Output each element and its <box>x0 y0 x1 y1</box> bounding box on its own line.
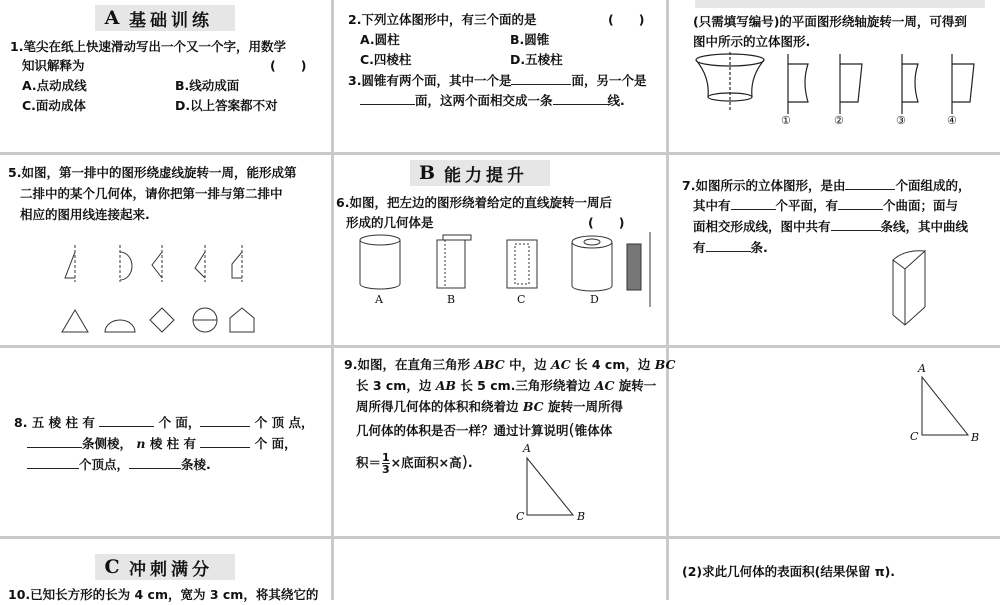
q6-label-d: D <box>590 293 599 306</box>
section-title: 冲刺满分 <box>129 559 213 580</box>
q6-line1: 6.如图，把左边的图形绕着给定的直线旋转一周后 <box>336 195 612 210</box>
q8-line3: 个顶点， 条棱. <box>27 454 211 475</box>
q4-line1: (只需填写编号)的平面图形绕轴旋转一周，可得到 <box>693 14 967 29</box>
q7-blank-2[interactable] <box>731 195 776 210</box>
section-letter: A <box>104 7 120 29</box>
q8-blank-3[interactable] <box>27 433 82 448</box>
q10-stem: 10.已知长方形的长为 4 cm，宽为 3 cm，将其绕它的 <box>8 587 319 602</box>
q10-part2: (2)求此几何体的表面积(结果保留 π). <box>682 564 896 579</box>
q6-figure <box>355 232 665 312</box>
q4-label-4: ④ <box>947 114 957 127</box>
q1-option-c: C.面动成体 <box>22 98 86 113</box>
q6-label-b: B <box>447 293 456 306</box>
q1-answer-paren[interactable]: ( ) <box>270 58 307 73</box>
q6-label-c: C <box>517 293 526 306</box>
q9-line1: 9.如图，在直角三角形 ABC 中，边 AC 长 4 cm，边 BC <box>344 357 676 372</box>
q3-blank-2[interactable] <box>360 90 415 105</box>
q7-blank-5[interactable] <box>706 237 751 252</box>
q1-option-d: D.以上答案都不对 <box>175 98 278 113</box>
q7-blank-4[interactable] <box>831 216 881 231</box>
q1-option-a: A.点动成线 <box>22 78 87 93</box>
q9-triangle <box>525 455 585 520</box>
q6-answer-paren[interactable]: ( ) <box>588 215 625 230</box>
row-divider <box>0 536 1000 539</box>
q6-label-a: A <box>375 293 383 306</box>
q4-cutoff-band <box>695 0 985 8</box>
row-divider <box>0 345 1000 348</box>
q3-blank-1[interactable] <box>511 70 571 85</box>
section-a-header <box>95 5 235 31</box>
q1-stem-cont: 知识解释为 <box>22 58 85 73</box>
q5-line1: 5.如图，第一排中的图形绕虚线旋转一周，能形成第 <box>8 165 297 180</box>
section-c-header <box>95 554 235 580</box>
q4-label-1: ① <box>781 114 791 127</box>
q9b-vertex-b: B <box>971 431 980 444</box>
q7-figure <box>885 245 935 330</box>
q7-line3: 面相交形成线，图中共有 条线，其中曲线 <box>693 216 968 237</box>
q9b-vertex-a: A <box>918 362 926 375</box>
q5-figure <box>50 240 280 340</box>
q6-line2: 形成的几何体是 <box>346 215 434 230</box>
q5-line2: 二排中的某个几何体，请你把第一排与第二排中 <box>20 186 283 201</box>
section-title: 能力提升 <box>444 165 528 186</box>
q8-blank-1[interactable] <box>99 412 154 427</box>
column-divider <box>331 0 334 600</box>
q3-blank-3[interactable] <box>553 90 608 105</box>
q7-line1: 7.如图所示的立体图形，是由 个面组成的， <box>682 175 970 196</box>
q8-line2: 条侧棱， n 棱 柱 有 个 面， <box>27 433 297 454</box>
q7-line4: 有 条. <box>693 237 768 258</box>
q9-line4: 几何体的体积是否一样？通过计算说明(锥体体 <box>356 420 613 439</box>
q4-label-3: ③ <box>896 114 906 127</box>
q2-option-b: B.圆锥 <box>510 32 550 47</box>
q7-blank-1[interactable] <box>845 175 895 190</box>
q2-stem: 2.下列立体图形中，有三个面的是 <box>348 12 537 27</box>
q8-blank-2[interactable] <box>200 412 250 427</box>
q4-line2: 图中所示的立体图形. <box>693 34 811 49</box>
q5-line3: 相应的图用线连接起来. <box>20 207 150 222</box>
q9b-vertex-c: C <box>910 430 919 443</box>
q9-vertex-b: B <box>577 510 586 523</box>
q7-line2: 其中有 个平面，有 个曲面；面与 <box>693 195 958 216</box>
q9-vertex-a: A <box>523 442 531 455</box>
q9-line2: 长 3 cm，边 AB 长 5 cm.三角形绕着边 AC 旋转一 <box>356 378 657 393</box>
q8-blank-5[interactable] <box>27 454 79 469</box>
q3-line2: 面，这两个面相交成一条 线. <box>360 90 625 111</box>
column-divider <box>666 0 669 600</box>
q9-line3: 周所得几何体的体积和绕着边 BC 旋转一周所得 <box>356 399 623 414</box>
q2-option-a: A.圆柱 <box>360 32 400 47</box>
q3-line1: 3.圆锥有两个面，其中一个是 面，另一个是 <box>348 70 646 91</box>
q8-blank-4[interactable] <box>200 433 250 448</box>
q1-option-b: B.线动成面 <box>175 78 240 93</box>
q2-option-c: C.四棱柱 <box>360 52 412 67</box>
q1-stem: 1.笔尖在纸上快速滑动写出一个又一个字，用数学 <box>10 39 286 54</box>
q9-fraction: $\frac{1}{3}$ <box>382 451 390 476</box>
q9-vertex-c: C <box>516 510 525 523</box>
q8-line1: 8. 五 棱 柱 有 个 面， 个 顶 点， <box>14 412 314 433</box>
row-divider <box>0 152 1000 155</box>
section-title: 基础训练 <box>129 10 213 31</box>
section-b-header <box>410 160 550 186</box>
q2-option-d: D.五棱柱 <box>510 52 563 67</box>
section-letter: C <box>104 556 120 578</box>
section-letter: B <box>418 162 436 184</box>
q2-answer-paren[interactable]: ( ) <box>608 12 645 27</box>
q9-line5: 积＝ $\frac{1}{3}$ ×底面积×高). <box>356 451 473 476</box>
q4-label-2: ② <box>834 114 844 127</box>
q7-blank-3[interactable] <box>838 195 883 210</box>
q8-blank-6[interactable] <box>129 454 181 469</box>
